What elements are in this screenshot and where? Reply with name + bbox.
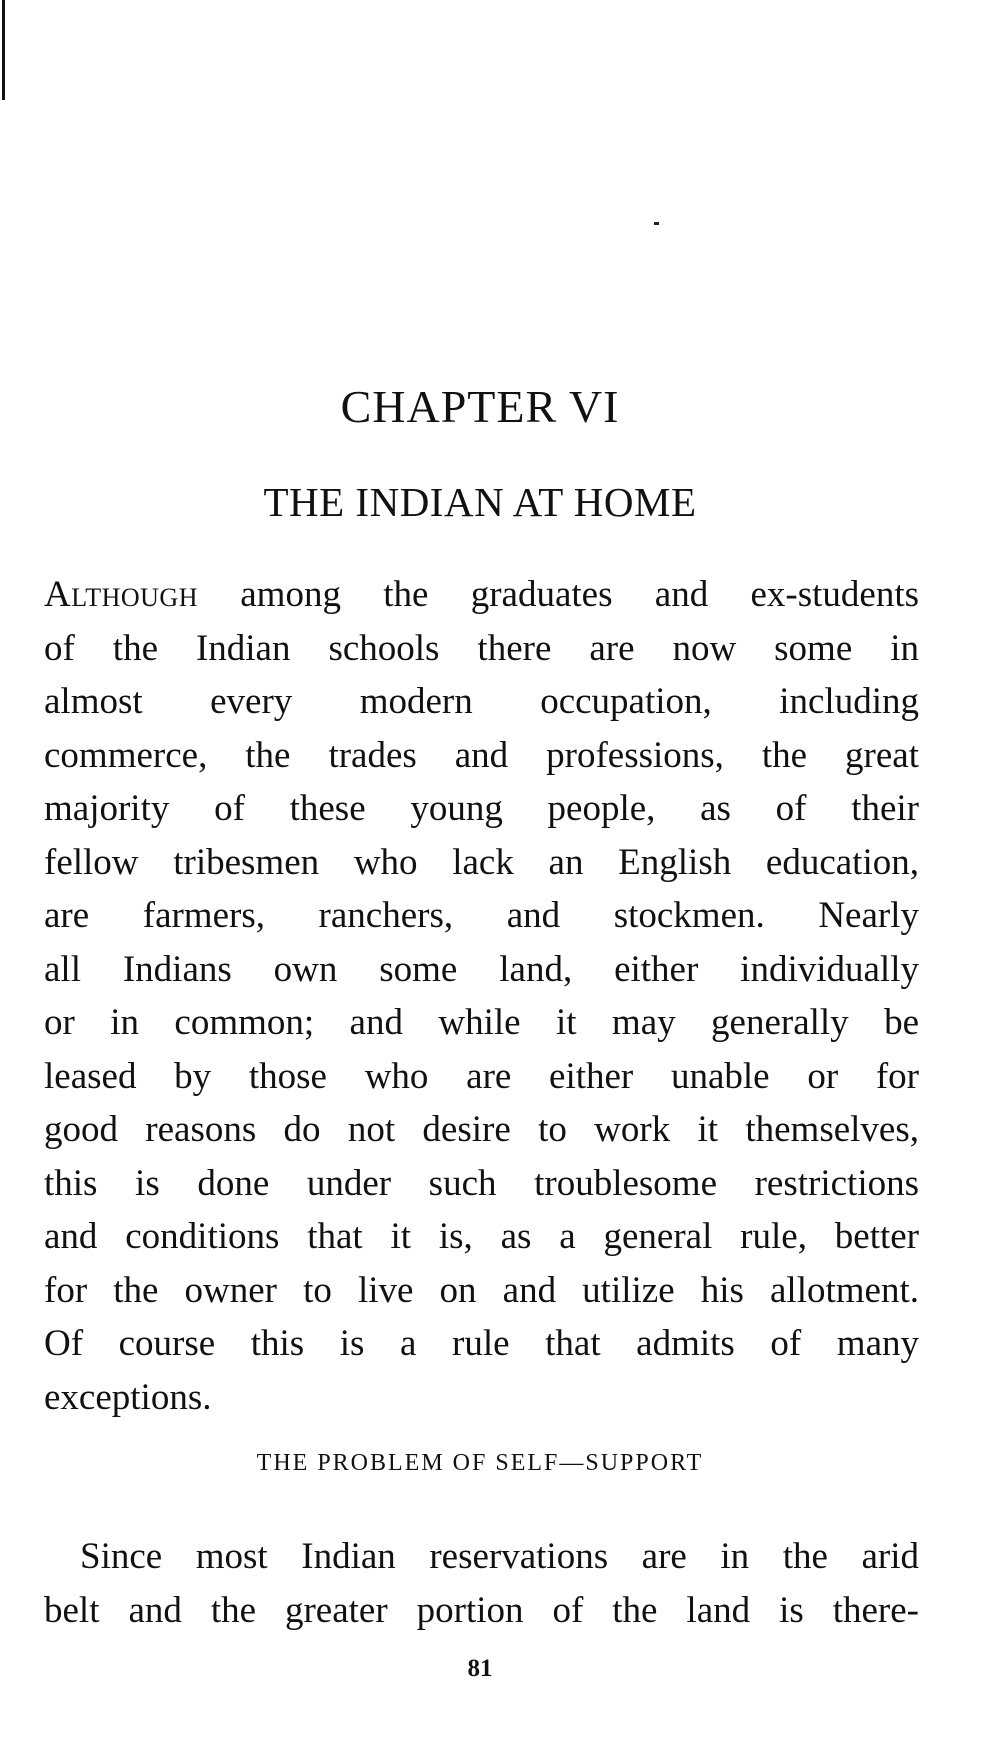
chapter-title: THE INDIAN AT HOME [263, 479, 697, 525]
paragraph-line: commerce, the trades and professions, the great [44, 734, 919, 776]
paragraph-line: good reasons do not desire to work it themselves, [44, 1109, 919, 1150]
paragraph-line: leased by those who are either unable or for [44, 1055, 919, 1097]
paragraph-line: Of course this is a rule that admits of many [44, 1323, 919, 1364]
opening-paragraph [44, 568, 919, 1424]
paragraph-line: for the owner to live on and utilize his allotment. [44, 1269, 919, 1311]
chapter-number: CHAPTER VI [340, 381, 620, 432]
paragraph-line: this is done under such troublesome restrictions [44, 1162, 919, 1204]
paragraph-line: Although among the graduates and ex-students [44, 574, 919, 615]
paragraph-line: fellow tribesmen who lack an English education, [44, 841, 919, 883]
section-heading: THE PROBLEM OF SELF—SUPPORT [256, 1450, 704, 1476]
paragraph-line: of the Indian schools there are now some in [44, 627, 919, 669]
page-number: 81 [467, 1655, 493, 1682]
paragraph-line: all Indians own some land, either individually [44, 948, 919, 990]
small-caps-lead-word: Although [44, 574, 198, 615]
second-paragraph [44, 1530, 919, 1637]
paragraph-line: exceptions. [44, 1376, 212, 1418]
paragraph-line: almost every modern occupation, including [44, 681, 919, 722]
paragraph-line: are farmers, ranchers, and stockmen. Nearly [44, 895, 919, 936]
paragraph-line: or in common; and while it may generally be [44, 1002, 919, 1043]
paragraph-line: Since most Indian reservations are in the arid [80, 1536, 919, 1577]
ink-speck [654, 222, 659, 225]
page-edge-mark [2, 0, 5, 100]
paragraph-line: majority of these young people, as of their [44, 788, 919, 829]
paragraph-line: and conditions that it is, as a general rule, better [44, 1216, 919, 1257]
paragraph-line: belt and the greater portion of the land is there- [44, 1589, 919, 1631]
